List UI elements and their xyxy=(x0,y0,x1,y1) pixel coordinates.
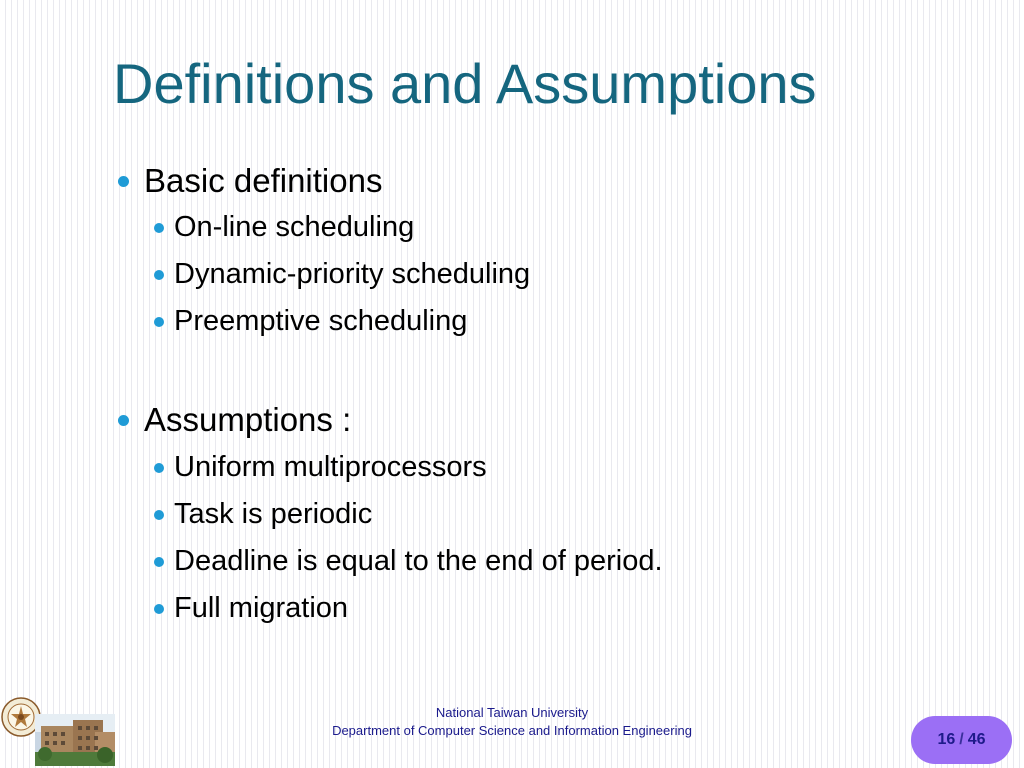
section-heading-text: Basic definitions xyxy=(144,162,383,199)
section-heading-basic-definitions xyxy=(118,162,382,200)
page-number-badge xyxy=(911,716,1012,764)
bullet-icon xyxy=(118,176,129,187)
bullet-icon xyxy=(154,557,164,567)
slide-footer xyxy=(0,704,1024,740)
bullet-icon xyxy=(118,415,129,426)
list-item-text: On-line scheduling xyxy=(174,211,415,243)
bullet-icon xyxy=(154,510,164,520)
footer-university: National Taiwan University xyxy=(435,705,589,720)
bullet-icon xyxy=(154,604,164,614)
list-item xyxy=(154,258,530,291)
list-item xyxy=(154,211,414,244)
bullet-icon xyxy=(154,223,164,233)
slide-title: Definitions and Assumptions xyxy=(113,52,817,115)
section-heading-assumptions xyxy=(118,401,351,439)
page-separator: / xyxy=(959,731,964,748)
list-item-text: Uniform multiprocessors xyxy=(174,451,487,483)
list-item-text: Full migration xyxy=(174,592,349,624)
list-item-text: Dynamic-priority scheduling xyxy=(174,258,531,290)
page-total: 46 xyxy=(967,731,986,748)
list-item xyxy=(154,592,348,625)
list-item xyxy=(154,451,487,484)
list-item xyxy=(154,498,372,531)
footer-department: Department of Computer Science and Information Engineering xyxy=(332,723,692,738)
list-item-text: Task is periodic xyxy=(174,498,373,530)
bullet-icon xyxy=(154,270,164,280)
list-item xyxy=(154,305,467,338)
page-current: 16 xyxy=(937,731,956,748)
list-item xyxy=(154,545,663,578)
bullet-icon xyxy=(154,463,164,473)
section-heading-text: Assumptions : xyxy=(144,401,352,438)
list-item-text: Preemptive scheduling xyxy=(174,305,468,337)
list-item-text: Deadline is equal to the end of period. xyxy=(174,545,663,577)
bullet-icon xyxy=(154,317,164,327)
